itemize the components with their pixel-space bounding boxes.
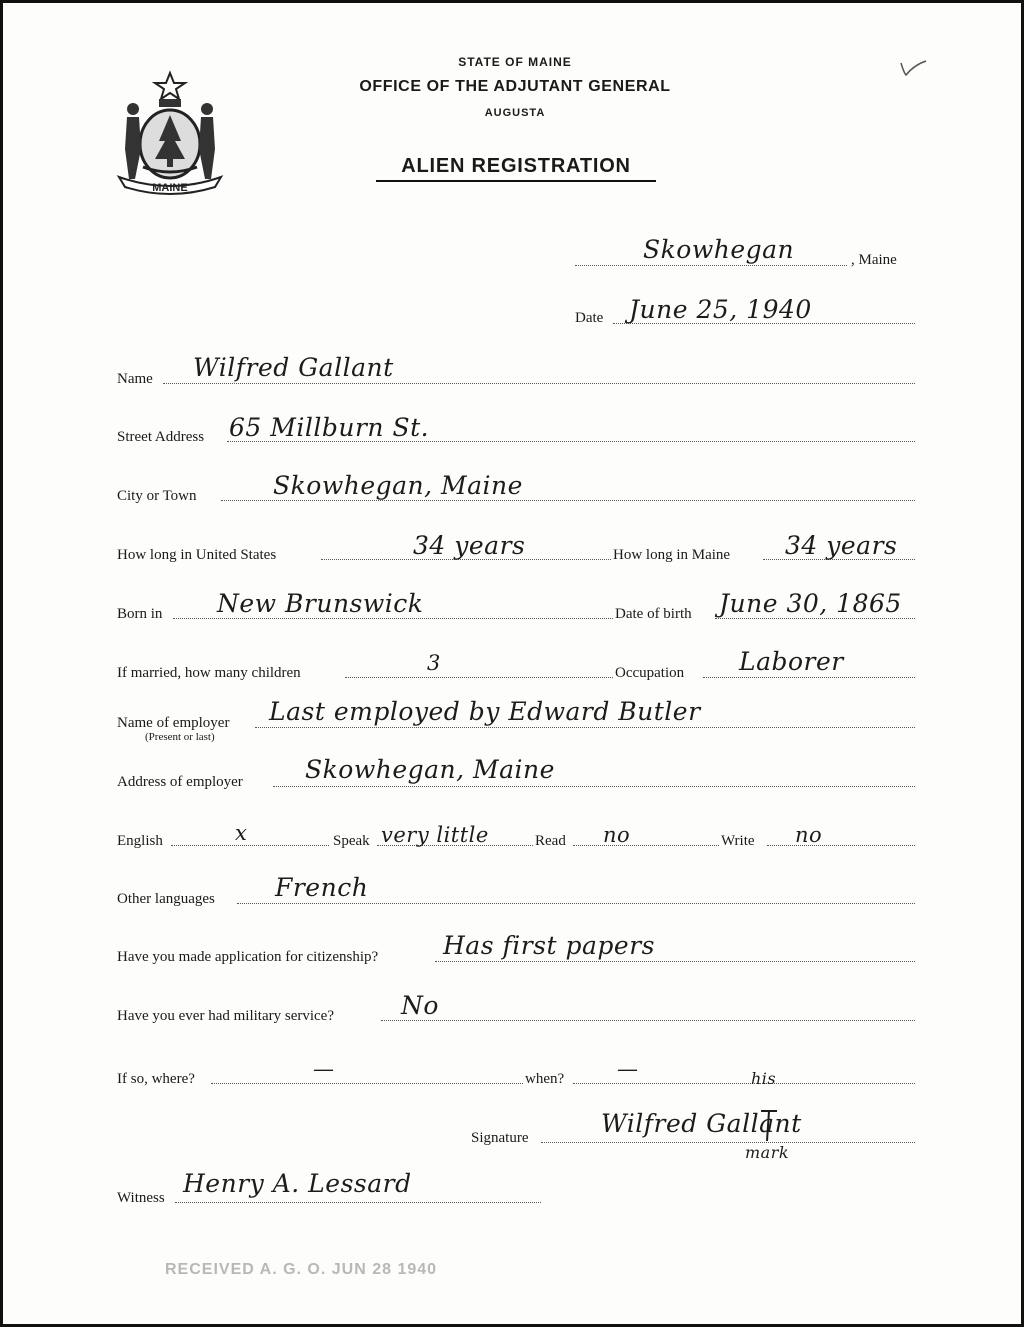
office-heading: OFFICE OF THE ADJUTANT GENERAL [359, 78, 671, 95]
military-line [381, 1020, 915, 1021]
when-label: when? [525, 1071, 565, 1087]
citizenship-label: Have you made application for citizenship? [117, 949, 379, 965]
employer-address-label: Address of employer [117, 774, 243, 790]
witness-value: Henry A. Lessard [183, 1169, 412, 1198]
how-long-maine-value: 34 years [785, 531, 898, 560]
name-label: Name [117, 371, 153, 387]
write-line [767, 845, 915, 846]
place-line [575, 265, 847, 266]
signature-mark-top: his [751, 1069, 777, 1088]
employer-address-line [273, 786, 915, 787]
other-languages-label: Other languages [117, 891, 215, 907]
children-line [345, 677, 613, 678]
when-line [573, 1083, 915, 1084]
date-value: June 25, 1940 [629, 295, 812, 324]
signature-label: Signature [471, 1130, 529, 1146]
read-value: no [603, 823, 631, 847]
street-label: Street Address [117, 429, 205, 445]
other-languages-line [237, 903, 915, 904]
citizenship-line [435, 961, 915, 962]
form-title: ALIEN REGISTRATION [376, 155, 656, 182]
write-value: no [795, 823, 823, 847]
signature-x-mark-icon [759, 1107, 779, 1143]
where-value: — [313, 1057, 335, 1081]
employer-address-value: Skowhegan, Maine [305, 755, 555, 784]
speak-value: very little [381, 823, 489, 847]
witness-label: Witness [117, 1190, 165, 1206]
english-line [171, 845, 329, 846]
place-value: Skowhegan [643, 235, 795, 264]
read-line [573, 845, 719, 846]
name-value: Wilfred Gallant [193, 353, 394, 382]
when-value: — [617, 1057, 639, 1081]
street-value: 65 Millburn St. [229, 413, 430, 442]
read-label: Read [535, 833, 566, 849]
city-line [221, 500, 915, 501]
employer-value: Last employed by Edward Butler [269, 697, 701, 726]
city-heading: AUGUSTA [484, 107, 546, 119]
signature-mark-bottom: mark [745, 1143, 790, 1162]
how-long-us-value: 34 years [413, 531, 526, 560]
date-label: Date [575, 310, 604, 326]
how-long-us-label: How long in United States [117, 547, 277, 563]
name-line [163, 383, 915, 384]
english-value: x [235, 821, 248, 845]
place-suffix: , Maine [851, 252, 897, 268]
citizenship-value: Has first papers [443, 931, 655, 960]
employer-sublabel: (Present or last) [145, 731, 215, 743]
seal-label: MAINE [152, 182, 188, 194]
military-label: Have you ever had military service? [117, 1008, 334, 1024]
how-long-maine-label: How long in Maine [613, 547, 731, 563]
state-heading: STATE OF MAINE [458, 55, 572, 69]
speak-label: Speak [333, 833, 370, 849]
born-in-value: New Brunswick [217, 589, 424, 618]
children-label: If married, how many children [117, 665, 301, 681]
where-label: If so, where? [117, 1071, 195, 1087]
city-value: Skowhegan, Maine [273, 471, 523, 500]
where-line [211, 1083, 523, 1084]
occupation-value: Laborer [739, 647, 844, 676]
english-label: English [117, 833, 163, 849]
employer-line [255, 727, 915, 728]
date-of-birth-value: June 30, 1865 [719, 589, 902, 618]
date-of-birth-line [715, 618, 915, 619]
occupation-label: Occupation [615, 665, 685, 681]
military-value: No [401, 991, 439, 1020]
born-in-label: Born in [117, 606, 163, 622]
witness-line [175, 1202, 541, 1203]
signature-value: Wilfred Gallant [601, 1109, 802, 1138]
children-value: 3 [427, 651, 441, 675]
write-label: Write [721, 833, 755, 849]
date-of-birth-label: Date of birth [615, 606, 692, 622]
occupation-line [703, 677, 915, 678]
signature-line [541, 1142, 915, 1143]
employer-label: Name of employer [117, 715, 230, 731]
born-in-line [173, 618, 613, 619]
city-label: City or Town [117, 488, 197, 504]
other-languages-value: French [275, 873, 369, 902]
received-stamp: RECEIVED A. G. O. JUN 28 1940 [165, 1261, 438, 1278]
